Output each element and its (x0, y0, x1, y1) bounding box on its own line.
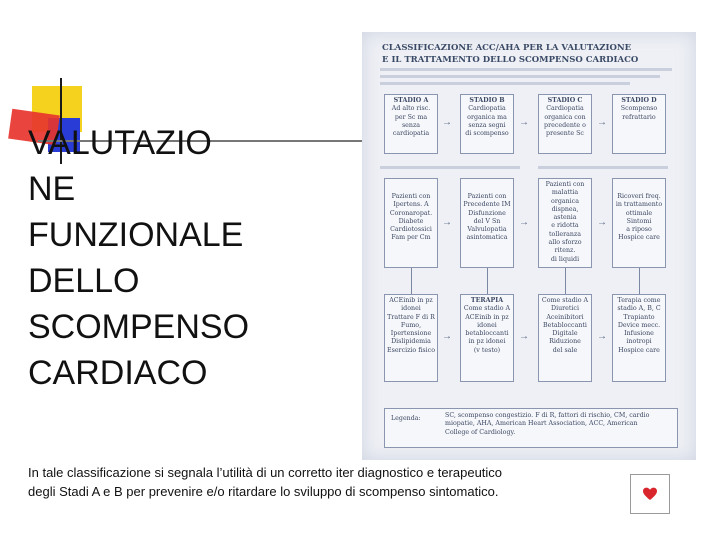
title-line: DELLO (28, 262, 140, 300)
box-line: malattia (551, 189, 579, 197)
box-line: Aceinibitori (546, 313, 584, 321)
stage-c-box (538, 94, 592, 154)
box-line: idonei (477, 321, 497, 329)
scan-noise (380, 75, 660, 78)
box-line: Diabete (398, 217, 424, 225)
box-line: a riposo (626, 226, 652, 234)
box-line: Riduzione (549, 338, 581, 346)
box-line: STADIO D (621, 97, 657, 104)
box-line: organica ma (467, 113, 507, 121)
stage-b-box (460, 94, 514, 154)
box-line: betabloccanti (465, 330, 509, 338)
caption-line: In tale classificazione si segnala l’utilità di un corretto iter diagnostico e terapeutico (28, 465, 503, 480)
box-line: Infusione (624, 330, 654, 338)
arrow-right-icon: → (597, 217, 607, 228)
box-line: senza segni (468, 121, 506, 129)
box-line: Esercizio fisico (387, 346, 435, 354)
box-line: senza (401, 121, 421, 129)
arrow-right-icon: → (519, 217, 529, 228)
vertical-connector (639, 268, 640, 294)
scan-noise (380, 82, 630, 85)
box-line: Pazienti con (545, 181, 585, 188)
arrow-right-icon: → (597, 117, 607, 128)
slide-caption (28, 463, 628, 501)
slide-title (28, 120, 278, 396)
box-line: Scompenso (620, 105, 658, 113)
box-line: Ricoveri freq. (617, 193, 661, 200)
box-line: Come stadio A (463, 305, 511, 313)
stage-a-therapy-box (384, 294, 438, 382)
box-line: Hospice care (618, 234, 660, 242)
legend-label: Legenda: (391, 415, 421, 422)
box-line: Valvulopatia (467, 226, 507, 234)
box-line: in trattamento (615, 201, 663, 209)
stage-d-patients-box (612, 178, 666, 268)
box-line: (v testo) (473, 346, 501, 354)
title-line: NE (28, 170, 76, 208)
box-line: tolleranza (549, 230, 581, 238)
box-line: presente Sc (546, 130, 584, 138)
arrow-right-icon: → (519, 331, 529, 342)
box-line: Fumo, (400, 321, 422, 329)
box-line: Cardiopatia (468, 105, 506, 113)
box-line: Trattare F di R (387, 313, 435, 321)
stage-b-patients-box (460, 178, 514, 268)
box-line: e ridotta (551, 222, 579, 230)
box-line: del V Sn (473, 217, 501, 225)
box-line: TERAPIA (470, 297, 504, 304)
box-line: Sintomi (626, 217, 652, 225)
box-line: di scompenso (465, 130, 509, 138)
box-line: dispnea, astenia (551, 205, 579, 222)
title-line: CARDIACO (28, 354, 208, 392)
box-line: Come stadio A (541, 297, 589, 304)
box-line: Hospice care (618, 346, 660, 354)
stage-a-patients-box (384, 178, 438, 268)
box-line: Device mecc. (617, 321, 661, 329)
scan-noise (538, 166, 668, 169)
title-line: SCOMPENSO (28, 308, 250, 346)
box-line: Coronaropat. (389, 209, 433, 217)
box-line: cardiopatia (392, 130, 430, 138)
box-line: stadio A, B, C (617, 305, 661, 313)
box-line: Betabloccanti (543, 321, 587, 329)
scan-legend (384, 408, 678, 448)
stage-a-box (384, 94, 438, 154)
arrow-right-icon: → (442, 117, 452, 128)
box-line: Digitale (552, 330, 578, 338)
box-line: Trapianto (623, 313, 655, 321)
arrow-right-icon: → (597, 331, 607, 342)
box-line: STADIO A (393, 97, 429, 104)
box-line: Pazienti con (391, 193, 431, 200)
vertical-connector (487, 268, 488, 294)
box-line: inotropi (626, 338, 652, 346)
vertical-connector (565, 268, 566, 294)
box-line: precedente o (544, 121, 586, 129)
legend-line: College of Cardiology. (445, 428, 516, 436)
box-line: ottimale (625, 209, 653, 217)
box-line: in pz idonei (468, 338, 506, 346)
heart-icon (642, 486, 658, 502)
box-line: allo sforzo (548, 239, 582, 247)
box-line: per Sc ma (394, 113, 428, 121)
box-line: Pazienti con (467, 193, 507, 200)
legend-text (445, 412, 675, 437)
heart-button[interactable] (630, 474, 670, 514)
box-line: organica con (544, 113, 586, 121)
box-line: Ad alto risc. (391, 105, 431, 113)
box-line: Diuretici (551, 305, 579, 313)
stage-d-therapy-box (612, 294, 666, 382)
title-line: VALUTAZIO (28, 124, 212, 162)
scanned-classification-table (362, 32, 696, 460)
scan-heading-line: CLASSIFICAZIONE ACC/AHA PER LA VALUTAZIONE (382, 43, 632, 53)
vertical-connector (411, 268, 412, 294)
box-line: Precedente IM (463, 201, 511, 209)
scan-heading (382, 42, 672, 66)
stage-d-box (612, 94, 666, 154)
stage-c-therapy-box (538, 294, 592, 382)
scan-noise (380, 68, 672, 71)
scan-noise (380, 166, 520, 169)
caption-line: degli Stadi A e B per prevenire e/o ritardare lo sviluppo di scompenso sintomatico. (28, 484, 499, 499)
box-line: ritenz. (554, 247, 576, 255)
scan-heading-line: E IL TRATTAMENTO DELLO SCOMPENSO CARDIACO (382, 55, 639, 65)
box-line: Ipertensione (390, 330, 432, 338)
box-line: asintomatica (466, 234, 508, 242)
arrow-right-icon: → (519, 117, 529, 128)
box-line: Ipertens. A (393, 201, 429, 209)
box-line: del sale (552, 346, 578, 354)
arrow-right-icon: → (442, 331, 452, 342)
box-line: Cardiopatia (546, 105, 584, 113)
stage-c-patients-box (538, 178, 592, 268)
box-line: Cardiotossici (390, 226, 432, 234)
box-line: STADIO B (469, 97, 505, 104)
box-line: Terapia come (617, 297, 661, 304)
box-line: Fam per Cm (391, 234, 431, 242)
stage-b-therapy-box (460, 294, 514, 382)
box-line: organica (551, 197, 579, 205)
arrow-right-icon: → (442, 217, 452, 228)
box-line: Dislipidemia (391, 338, 431, 346)
box-line: STADIO C (547, 97, 583, 104)
box-line: idonei (401, 305, 421, 313)
legend-line: miopatie, AHA, American Heart Association, ACC, American (445, 420, 638, 428)
box-line: ACEinib in pz (465, 313, 509, 321)
title-line: FUNZIONALE (28, 216, 244, 254)
box-line: Disfunzione (468, 209, 506, 217)
box-line: refrattario (622, 113, 656, 121)
box-line: ACEinib in pz (389, 297, 433, 304)
box-line: di liquidi (550, 255, 580, 263)
legend-line: SC, scompenso congestizio. F di R, fattori di rischio, CM, cardio (445, 412, 650, 419)
